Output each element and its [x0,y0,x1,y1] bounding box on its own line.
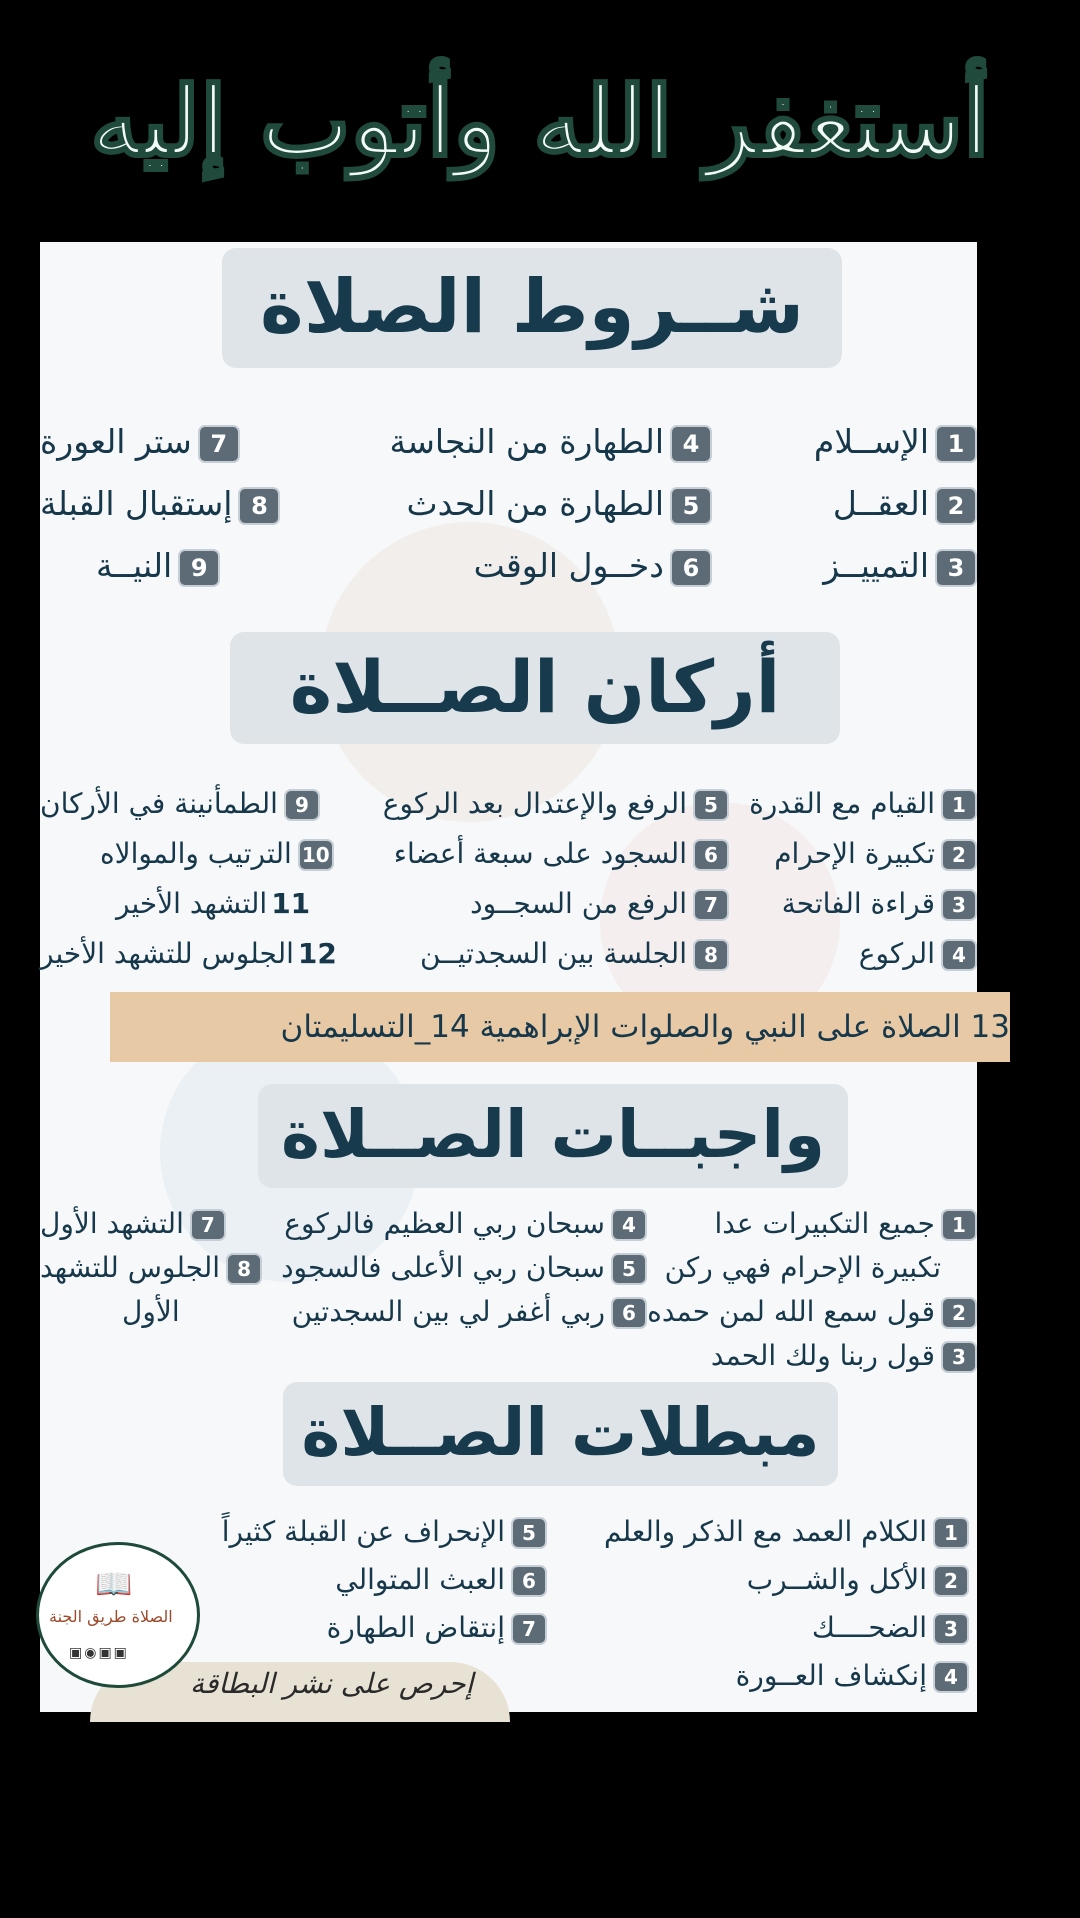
number-badge: 6 [693,839,729,871]
number-badge: 5 [611,1253,647,1285]
list-item: 10الترتيب والموالاه [100,832,334,876]
list-item: الأول [122,1295,180,1328]
logo-brand-text: الصلاة طريق الجنة [49,1607,173,1626]
number-badge: 10 [298,839,334,871]
section-heading-conditions: شــروط الصلاة [222,248,842,368]
list-item: 2العقــل [833,482,977,526]
list-item: تكبيرة الإحرام فهي ركن [664,1251,941,1284]
list-item: 3الضحــــك [812,1606,969,1650]
section-heading-pillars: أركان الصــلاة [230,632,840,744]
list-item: 2تكبيرة الإحرام [774,832,977,876]
list-item: 3قول ربنا ولك الحمد [711,1334,977,1378]
number-badge: 5 [693,789,729,821]
social-icons: ▣▣◉▣ [69,1645,129,1661]
number-badge: 8 [226,1253,262,1285]
list-item: 5الرفع والإعتدال بعد الركوع [383,782,729,826]
pillars-note-bar: 13 الصلاة على النبي والصلوات الإبراهمية 14_التسليمتان [110,992,1010,1062]
list-item: 8الجلوس للتشهد [40,1246,262,1290]
item-number: 12 [297,937,337,970]
number-badge: 8 [693,939,729,971]
number-badge: 7 [693,889,729,921]
number-badge: 3 [933,1613,969,1645]
number-badge: 9 [178,549,220,587]
number-badge: 2 [941,1297,977,1329]
number-badge: 2 [935,487,977,525]
list-item: 6دخــول الوقت [474,544,712,588]
number-badge: 8 [238,487,280,525]
list-item: 6السجود على سبعة أعضاء [394,832,729,876]
number-badge: 7 [190,1209,226,1241]
number-badge: 5 [670,487,712,525]
list-item: 4سبحان ربي العظيم فالركوع [284,1202,647,1246]
list-item: 6ربي أغفر لي بين السجدتين [292,1290,647,1334]
footer-note: إحرص على نشر البطاقة [190,1667,474,1700]
list-item: 3قراءة الفاتحة [782,882,977,926]
list-item: 6العبث المتوالي [335,1558,547,1602]
list-item: 9الطمأنينة في الأركان [40,782,320,826]
number-badge: 7 [511,1613,547,1645]
list-item: 5الإنحراف عن القبلة كثيراً [222,1510,547,1554]
list-item: 2الأكل والشــرب [747,1558,969,1602]
number-badge: 4 [611,1209,647,1241]
brand-logo [36,1542,200,1688]
list-item: 9النيــة [96,544,220,588]
number-badge: 1 [941,1209,977,1241]
number-badge: 1 [933,1517,969,1549]
list-item: 7التشهد الأول [40,1202,226,1246]
number-badge: 4 [933,1661,969,1693]
list-item: 12الجلوس للتشهد الأخير [40,937,337,970]
list-item: 2قول سمع الله لمن حمده [647,1290,977,1334]
list-item: 7إنتقاض الطهارة [327,1606,547,1650]
number-badge: 6 [511,1565,547,1597]
section-heading-invalidators: مبطلات الصــلاة [283,1382,838,1486]
list-item: 1الكلام العمد مع الذكر والعلم [604,1510,969,1554]
number-badge: 4 [670,425,712,463]
number-badge: 1 [935,425,977,463]
list-item: 7ستر العورة [40,420,240,464]
list-item: 7الرفع من السجــود [470,882,729,926]
list-item: 8الجلسة بين السجدتيــن [420,932,729,976]
list-item: 1القيام مع القدرة [749,782,977,826]
number-badge: 5 [511,1517,547,1549]
page-title: أستغفر الله وأتوب إليه [90,65,990,178]
section-heading-obligations: واجبــات الصــلاة [258,1084,848,1188]
list-item: 5سبحان ربي الأعلى فالسجود [281,1246,647,1290]
number-badge: 3 [935,549,977,587]
number-badge: 4 [941,939,977,971]
list-item: 1الإســلام [814,420,977,464]
number-badge: 9 [284,789,320,821]
list-item: 3التمييــز [823,544,977,588]
number-badge: 2 [933,1565,969,1597]
number-badge: 7 [198,425,240,463]
list-item: 4الطهارة من النجاسة [390,420,712,464]
list-item: 8إستقبال القبلة [40,482,280,526]
list-item: 1جميع التكبيرات عدا [714,1202,977,1246]
number-badge: 2 [941,839,977,871]
number-badge: 6 [670,549,712,587]
book-icon: 📖 [95,1567,133,1602]
number-badge: 1 [941,789,977,821]
item-number: 11 [271,887,311,920]
number-badge: 3 [941,889,977,921]
prayer-info-card [40,242,1010,1712]
number-badge: 3 [941,1341,977,1373]
number-badge: 6 [611,1297,647,1329]
list-item: 4الركوع [859,932,977,976]
list-item: 11التشهد الأخير [116,887,311,920]
list-item: 5الطهارة من الحدث [407,482,712,526]
list-item: 4إنكشاف العــورة [736,1654,969,1698]
